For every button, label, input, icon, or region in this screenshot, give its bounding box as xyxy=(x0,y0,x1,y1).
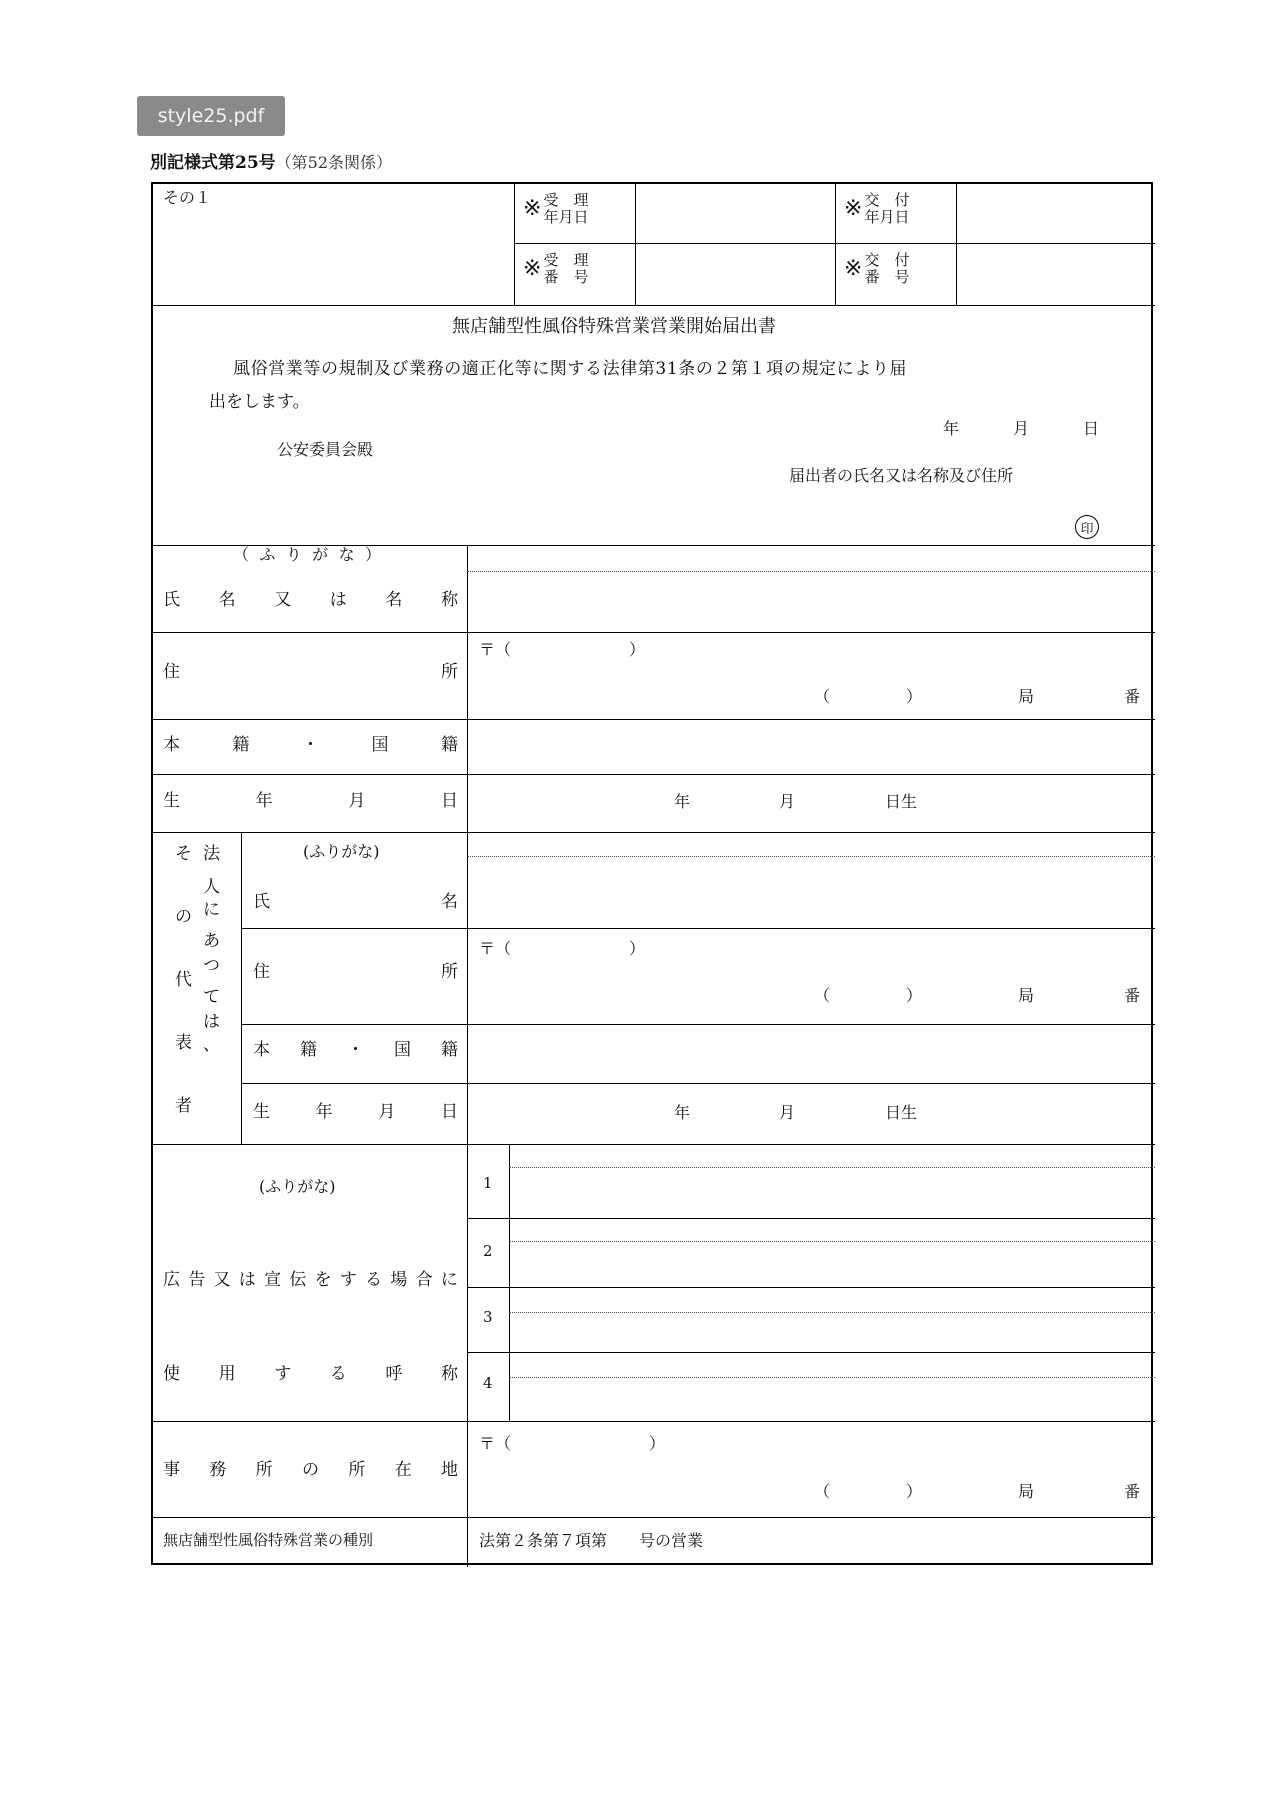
form-number-relation: （第52条関係） xyxy=(275,153,393,172)
name-label: 氏 名 又 は 名 称 xyxy=(163,590,458,610)
rep-birthdate-label: 生 年 月 日 xyxy=(253,1102,458,1122)
file-tab[interactable]: style25.pdf xyxy=(137,96,285,136)
office-postal: 〒（ ） xyxy=(479,1434,666,1453)
rep-address-postal: 〒（ ） xyxy=(479,939,646,958)
address-label: 住 所 xyxy=(163,662,458,682)
ad-row-number-1: 1 xyxy=(483,1174,493,1192)
rep-side-label-1: そ の 代 表 者 xyxy=(175,844,192,1116)
ad-furigana-label: (ふりがな) xyxy=(259,1177,336,1196)
applicant-label: 届出者の氏名又は名称及び住所 xyxy=(789,466,1014,485)
business-type-value: 法第２条第７項第 号の営業 xyxy=(479,1531,704,1550)
ad-label-line-2: 使 用 す る 呼 称 xyxy=(163,1364,458,1384)
furigana-label: （ ふ り が な ） xyxy=(233,545,381,564)
part-label: その１ xyxy=(163,188,212,207)
rep-furigana-label: (ふりがな) xyxy=(303,842,380,861)
seal-mark: 印 xyxy=(1075,515,1099,539)
ad-row-number-2: 2 xyxy=(483,1242,493,1260)
issue-number-label: ※ 交 付 番 号 xyxy=(844,251,910,286)
rep-domicile-label: 本 籍 ・ 国 籍 xyxy=(253,1040,458,1060)
form-number-main: 別記様式第25号 xyxy=(150,153,276,173)
addressee: 公安委員会殿 xyxy=(277,440,374,459)
address-postal: 〒（ ） xyxy=(479,640,646,659)
ad-label-line-1: 広 告 又 は 宣 伝 を す る 場 合 に xyxy=(163,1270,458,1290)
birthdate-label: 生 年 月 日 xyxy=(163,791,458,811)
notification-form: その１ ※ 受 理 年月日 ※ 交 付 年月日 ※ 受 理 番 号 ※ 交 付 番 号 無店舗型性風俗特殊営業営業開始届出書 風俗営業等の規制及び業務の適正化等に関する法律第31条の２第１項の規定により届 出をします。 年 月 日 公安委員会殿 届出者の氏名又は名称及び住所 印 （ ふ り が な ） 氏 名 又 は 名 称 住 所 〒（ ） （ ） 局 番 本 籍 ・ 国 籍 生 年 月 日 年 月 日生 そ の 代 表 者 法 人 に あ つ て は 、 (ふりがな) 氏 名 住 所 〒（ ） （ ） 局 番 本 籍 ・ 国 籍 生 年 月 日 年 月 日生 (ふりがな) 広 告 又 は 宣 伝 を す る 場 合 に 使 用 す る 呼 称 1 2 3 4 事 務 所 の 所 在 地 〒（ ） （ ） 局 番 無店舗型性風俗特殊営業の種別 法第２条第７項第 号の営業 xyxy=(151,182,1153,1565)
rep-address-label: 住 所 xyxy=(253,962,458,982)
statement-line-1: 風俗営業等の規制及び業務の適正化等に関する法律第31条の２第１項の規定により届 xyxy=(233,359,908,379)
business-type-label: 無店舗型性風俗特殊営業の種別 xyxy=(163,1531,374,1549)
rep-side-label-2: 法 人 に あ つ て は 、 xyxy=(203,844,220,1055)
receipt-date-label: ※ 受 理 年月日 xyxy=(523,191,589,226)
ad-row-number-4: 4 xyxy=(483,1374,493,1392)
ad-row-number-3: 3 xyxy=(483,1308,493,1326)
statement-line-2: 出をします。 xyxy=(209,392,310,412)
issue-date-label: ※ 交 付 年月日 xyxy=(844,191,910,226)
form-number xyxy=(150,148,392,173)
rep-name-label: 氏 名 xyxy=(253,892,458,912)
form-title: 無店舗型性風俗特殊営業営業開始届出書 xyxy=(452,316,776,337)
receipt-number-label: ※ 受 理 番 号 xyxy=(523,251,589,286)
domicile-label: 本 籍 ・ 国 籍 xyxy=(163,735,458,755)
statement-date: 年 月 日 xyxy=(943,419,1099,438)
office-location-label: 事 務 所 の 所 在 地 xyxy=(163,1460,458,1480)
